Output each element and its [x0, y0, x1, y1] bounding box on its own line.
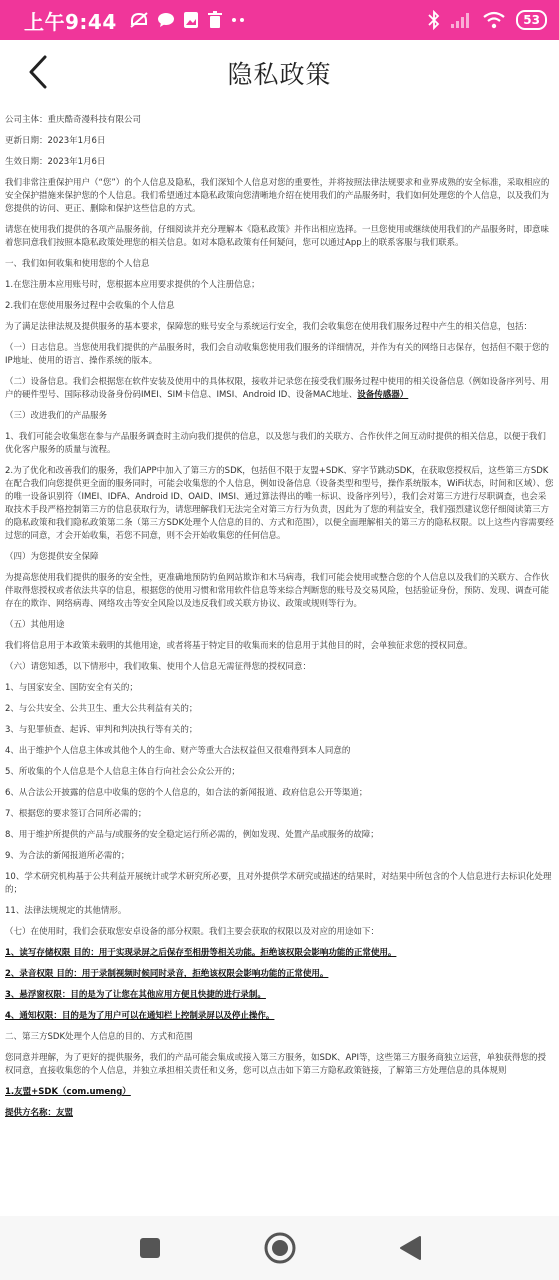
security-desc: 为提高您使用我们提供的服务的安全性，更准确地预防钓鱼网站欺诈和木马病毒，我们可能会使用或整合您的个人信息以及我们的关联方、合作伙伴取得您授权或者依法共享的信息，根据您的使用习惯和常用软件信息等来综合判断您的账号及交易风险，包括验证身份，预防、发现、调查可能存在的欺诈、网络病毒、网络攻击等安全风险以及违反我们或关联方协议、政策或规则等行为。	[5, 573, 550, 609]
mute-icon	[129, 11, 149, 29]
exception-item: 10、学术研究机构基于公共利益开展统计或学术研究所必要，且对外提供学术研究或描述的结果时，对结果中所包含的个人信息进行去标识化处理的；	[5, 872, 552, 895]
company-line: 公司主体：重庆酷奇漫科技有限公司	[5, 115, 142, 125]
status-time: 上午9:44	[24, 9, 117, 34]
exception-item: 4、出于维护个人信息主体或其他个人的生命、财产等重大合法权益但又很难得到本人同意的	[5, 746, 351, 756]
security-heading: （四）为您提供安全保障	[5, 552, 99, 562]
exception-item: 8、用于维护所提供的产品与/或服务的安全稳定运行所必需的，例如发现、处置产品或服务的故障；	[5, 830, 379, 840]
exception-item: 6、从合法公开披露的信息中收集的您的个人信息的，如合法的新闻报道、政府信息公开等渠道；	[5, 788, 368, 798]
improve-heading: （三）改进我们的产品服务	[5, 411, 108, 421]
improve-item-2: 2.为了优化和改善我们的服务，我们APP中加入了第三方的SDK，包括但不限于友盟+SDK、穿字节跳动SDK，在获取您授权后，这些第三方SDK在配合我们向您提供更全面的服务同时，可能会收集您的个人信息，例如设备信息（设备类型和型号，操作系统版本，WiFi状态，时间和区域）、您的唯一设备识别符（IMEI、IDFA、Android ID、OAID、IMSI、通过算法得出的唯一标识、设备序列号），我们会对第三方进行尽职调查，也会采取技术手段严格控制第三方的信息获取行为，请您理解我们无法完全对第三方行为负责，因此为了您的利益安全，我们强烈建议您仔细阅读第三方的隐私政策和我们隐私政策第二条（第三方SDK处理个人信息的目的、方式和范围），以便全面理解相关的第三方的隐私权限。以上这些内容需要经过您的同意，才会开始收集，若您不同意，则不会开始收集您的任何信息。	[5, 466, 554, 541]
wifi-icon	[482, 11, 506, 29]
section-2-desc: 您同意并理解，为了更好的提供服务，我们的产品可能会集成或接入第三方服务，如SDK、API等，这些第三方服务商独立运营，单独获得您的授权同意，直接收集您的个人信息，并独立承担相关责任和义务，您可以点击如下第三方隐私政策链接，了解第三方处理信息的具体规则	[5, 1053, 546, 1076]
intro-paragraph-1: 我们非常注重保护用户（“您”）的个人信息及隐私，我们深知个人信息对您的重要性，并将按照法律法规要求和业界成熟的安全标准，采取相应的安全保护措施来保护您的个人信息。我们希望通过本隐私政策向您清晰地介绍在使用我们的产品服务时，我们如何处理您的个人信息，以及我们为您提供的访问、更正、删除和保护这些信息的方式。	[5, 178, 550, 214]
nav-back-button[interactable]	[390, 1228, 430, 1268]
effective-date: 生效日期：2023年1月6日	[5, 157, 106, 167]
other-heading: （五）其他用途	[5, 620, 65, 630]
title-bar	[0, 40, 559, 106]
permission-storage: 1、读写存储权限 目的：用于实现录屏之后保存至相册等相关功能。拒绝该权限会影响功能的正常使用。	[5, 948, 397, 958]
section-1-item-1: 1.在您注册本应用账号时，您根据本应用要求提供的个人注册信息；	[5, 280, 260, 290]
signal-icon	[450, 11, 472, 29]
bluetooth-icon	[428, 10, 440, 30]
exception-item: 11、法律法规规定的其他情形。	[5, 906, 127, 916]
triangle-left-icon	[398, 1235, 422, 1261]
image-icon	[183, 11, 199, 29]
battery-indicator: 53	[516, 10, 547, 30]
status-icons-left	[129, 11, 247, 29]
intro-paragraph-2: 请您在使用我们提供的各项产品服务前，仔细阅读并充分理解本《隐私政策》并作出相应选择。一旦您使用或继续使用我们的产品服务时，即意味着您同意我们按照本隐私政策处理您的相关信息。如对本隐私政策有任何疑问，您可以通过App上的联系客服与我们联系。	[5, 225, 550, 248]
back-button[interactable]	[18, 52, 58, 92]
exception-item: 1、与国家安全、国防安全有关的；	[5, 683, 138, 693]
device-info-strong: 设备传感器）	[357, 390, 409, 400]
exception-item: 9、为合法的新闻报道所必需的；	[5, 851, 130, 861]
device-info	[5, 376, 554, 402]
sdk-link-umeng[interactable]: 1.友盟+SDK（com.umeng）	[5, 1087, 131, 1097]
exception-item: 3、与犯罪侦查、起诉、审判和判决执行等有关的；	[5, 725, 198, 735]
permission-overlay: 3、悬浮窗权限：目的是为了让您在其他应用方便且快捷的进行录制。	[5, 990, 266, 1000]
square-icon	[138, 1236, 162, 1260]
section-1-item-2-desc: 为了满足法律法规及提供服务的基本要求，保障您的账号安全与系统运行安全，我们会收集您在使用我们服务过程中产生的相关信息，包括：	[5, 322, 533, 332]
home-button[interactable]	[260, 1228, 300, 1268]
recents-button[interactable]	[130, 1228, 170, 1268]
permissions-heading: （七）在使用时，我们会获取您安卓设备的部分权限。我们主要会获取的权限以及对应的用途如下：	[5, 927, 380, 937]
page-title: 隐私政策	[227, 60, 332, 89]
section-2-heading: 二、第三方SDK处理个人信息的目的、方式和范围	[5, 1032, 193, 1042]
section-1-item-2: 2.我们在您使用服务过程中会收集的个人信息	[5, 301, 175, 311]
updated-date: 更新日期：2023年1月6日	[5, 136, 106, 146]
circle-icon	[263, 1231, 297, 1265]
permission-notification: 4、通知权限：目的是为了用户可以在通知栏上控制录屏以及停止操作。	[5, 1011, 275, 1021]
log-info: （一）日志信息。当您使用我们提供的产品服务时，我们会自动收集您使用我们服务的详细情况，并作为有关的网络日志保存，包括但不限于您的IP地址、使用的语言、操作系统的版本。	[5, 343, 550, 366]
device-info-text: （二）设备信息。我们会根据您在软件安装及使用中的具体权限，接收并记录您在接受我们服务过程中使用的相关设备信息（例如设备序列号、用户的硬件型号、国际移动设备身份码IMEI、SIM卡信息、IMSI、Android ID、设备MAC地址、	[5, 377, 550, 400]
more-dots-icon	[231, 17, 247, 23]
exception-item: 7、根据您的要求签订合同所必需的；	[5, 809, 147, 819]
exception-item: 2、与公共安全、公共卫生、重大公共利益有关的；	[5, 704, 198, 714]
chevron-left-icon	[28, 55, 48, 89]
exceptions-heading: （六）请您知悉，以下情形中，我们收集、使用个人信息无需征得您的授权同意：	[5, 662, 312, 672]
sdk-provider-name: 提供方名称：友盟	[5, 1108, 74, 1118]
exception-item: 5、所收集的个人信息是个人信息主体自行向社会公众公开的；	[5, 767, 240, 777]
status-icons-right	[428, 10, 547, 30]
status-bar	[0, 0, 559, 40]
policy-content[interactable]	[0, 106, 559, 1216]
chat-icon	[157, 12, 175, 28]
permission-audio: 2、录音权限 目的：用于录制视频时候同时录音，拒绝该权限会影响功能的正常使用。	[5, 969, 329, 979]
improve-item-1: 1、我们可能会收集您在参与产品服务调查时主动向我们提供的信息，以及您与我们的关联方、合作伙伴之间互动时提供的相关信息，以便于我们优化客户服务的质量与流程。	[5, 432, 546, 455]
trash-icon	[207, 11, 223, 29]
navigation-bar	[0, 1216, 559, 1280]
section-1-heading: 一、我们如何收集和使用您的个人信息	[5, 259, 150, 269]
other-desc: 我们将信息用于本政策未载明的其他用途，或者将基于特定目的收集而来的信息用于其他目的时，会单独征求您的授权同意。	[5, 641, 473, 651]
